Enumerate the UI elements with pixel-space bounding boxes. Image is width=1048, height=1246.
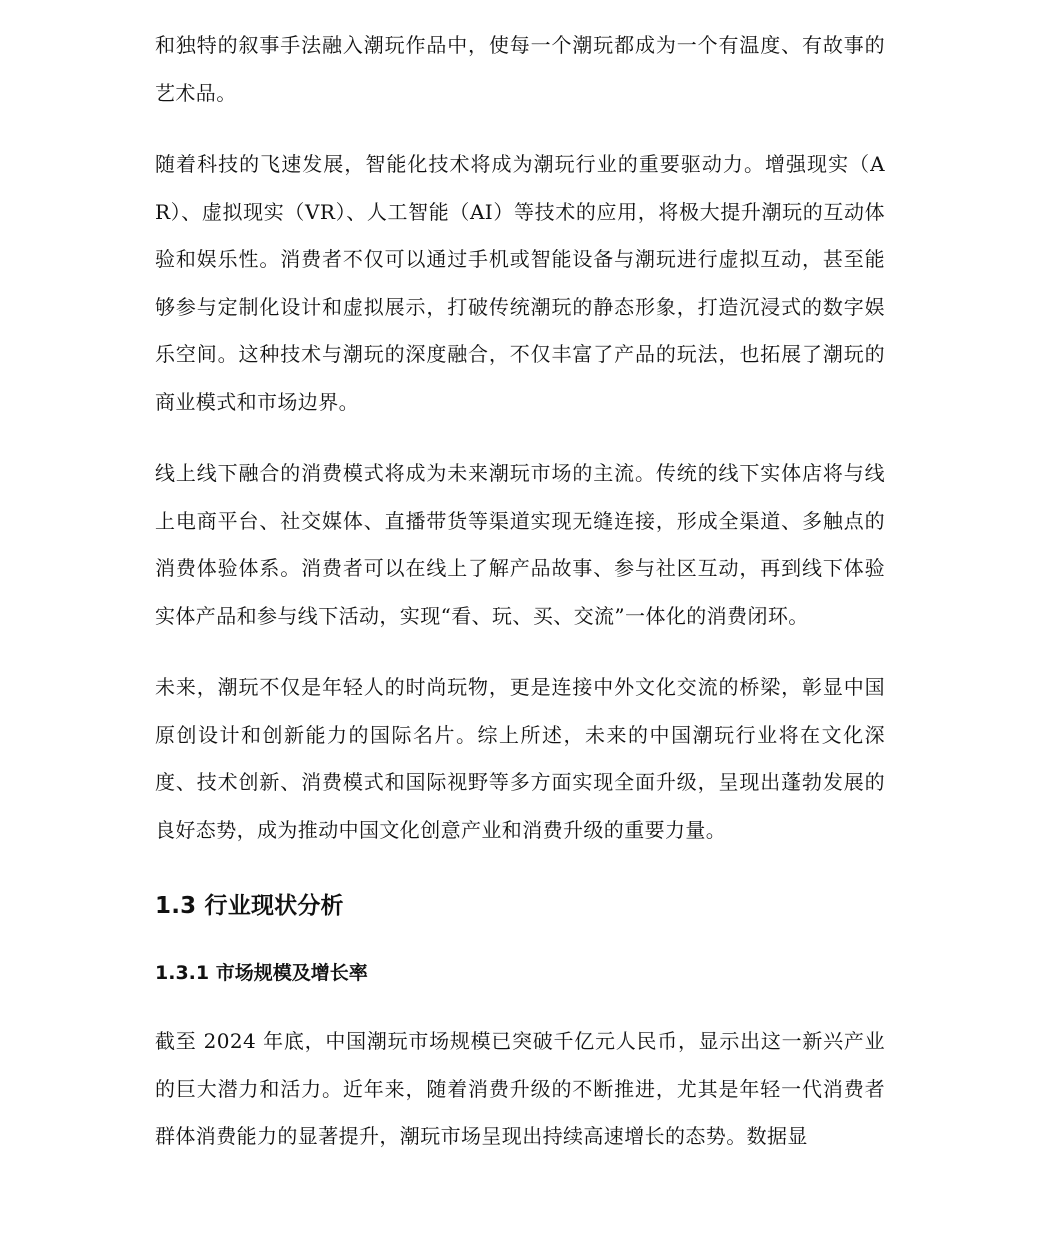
paragraph-smart-tech: 随着科技的飞速发展，智能化技术将成为潮玩行业的重要驱动力。增强现实（AR）、虚拟现实（VR）、人工智能（AI）等技术的应用，将极大提升潮玩的互动体验和娱乐性。消费者不仅可以通过手机或智能设备与潮玩进行虚拟互动，甚至能够参与定制化设计和虚拟展示，打破传统潮玩的静态形象，打造沉浸式的数字娱乐空间。这种技术与潮玩的深度融合，不仅丰富了产品的玩法，也拓展了潮玩的商业模式和市场边界。 bbox=[155, 152, 885, 414]
subsection-heading: 1.3.1 市场规模及增长率 bbox=[155, 962, 368, 984]
paragraph-future-summary: 未来，潮玩不仅是年轻人的时尚玩物，更是连接中外文化交流的桥梁，彰显中国原创设计和创新能力的国际名片。综上所述，未来的中国潮玩行业将在文化深度、技术创新、消费模式和国际视野等多方面实现全面升级，呈现出蓬勃发展的良好态势，成为推动中国文化创意产业和消费升级的重要力量。 bbox=[155, 675, 885, 842]
document-page bbox=[155, 22, 885, 1161]
paragraph-narrative-art: 和独特的叙事手法融入潮玩作品中，使每一个潮玩都成为一个有温度、有故事的艺术品。 bbox=[155, 33, 885, 105]
paragraph-omnichannel: 线上线下融合的消费模式将成为未来潮玩市场的主流。传统的线下实体店将与线上电商平台、社交媒体、直播带货等渠道实现无缝连接，形成全渠道、多触点的消费体验体系。消费者可以在线上了解产品故事、参与社区互动，再到线下体验实体产品和参与线下活动，实现“看、玩、买、交流”一体化的消费闭环。 bbox=[155, 461, 885, 628]
paragraph-market-size: 截至 2024 年底，中国潮玩市场规模已突破千亿元人民币，显示出这一新兴产业的巨大潜力和活力。近年来，随着消费升级的不断推进，尤其是年轻一代消费者群体消费能力的显著提升，潮玩市场呈现出持续高速增长的态势。数据显 bbox=[155, 1029, 885, 1148]
section-heading: 1.3 行业现状分析 bbox=[155, 893, 344, 919]
